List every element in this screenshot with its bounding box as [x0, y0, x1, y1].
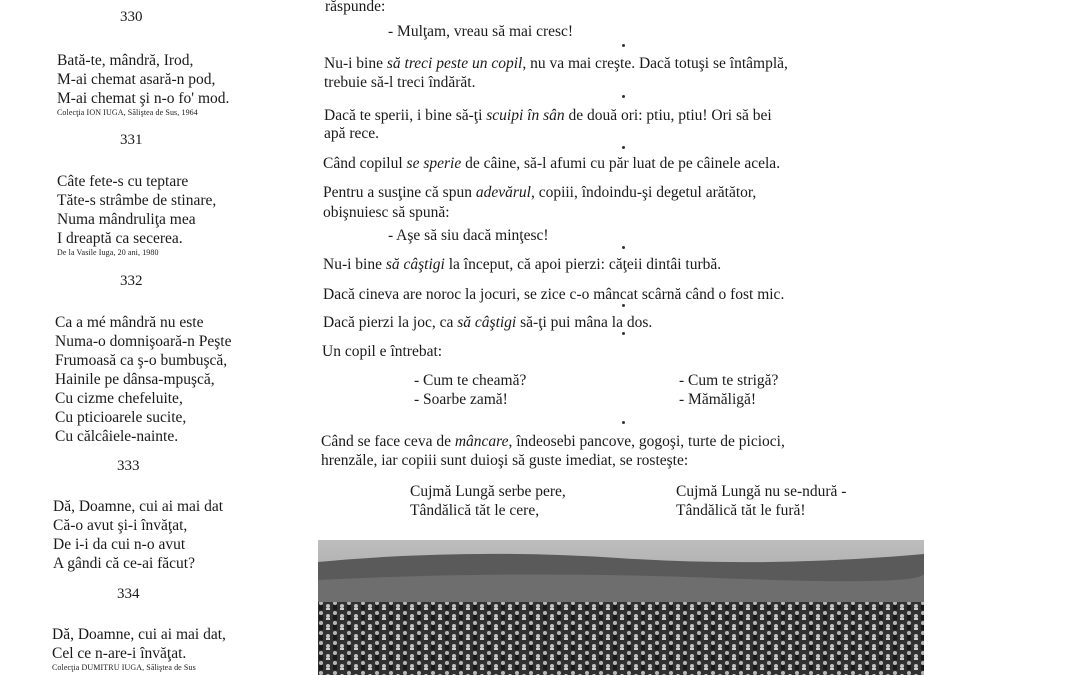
verse-line: Cel ce n-are-i învăţat. [52, 645, 187, 662]
separator-dot [622, 44, 625, 47]
verse-line: M-ai chemat şi n-o fo' mod. [57, 90, 230, 107]
verse-line: Câte fete-s cu teptare [57, 173, 189, 190]
poem-source: Colecţia ION IUGA, Săliştea de Sus, 1964 [57, 108, 198, 117]
paragraph-line: Dacă pierzi la joc, ca să câştigi să-ţi pui mâna la dos. [323, 314, 653, 331]
poem-number: 330 [120, 9, 143, 25]
dialogue-line: - Mămăligă! [679, 391, 757, 408]
verse-line: Numa-o domnişoară-n Peşte [55, 333, 232, 350]
paragraph-line: Când copilul se sperie de câine, să-l afumi cu păr luat de pe câinele acela. [323, 155, 781, 172]
verse-line: Tăte-s strâmbe de stinare, [57, 192, 217, 209]
poem-number: 333 [117, 458, 140, 474]
verse-line: Ca a mé mândră nu este [55, 314, 204, 331]
dialogue-line: - Cum te strigă? [679, 372, 779, 389]
separator-dot [622, 246, 625, 249]
paragraph-line: Nu-i bine să câştigi la început, că apoi pierzi: căţeii dintâi turbă. [323, 256, 722, 273]
poem-source: Colecţia DUMITRU IUGA, Săliştea de Sus [52, 663, 196, 672]
poem-number: 331 [120, 132, 143, 148]
separator-dot [622, 421, 625, 424]
paragraph-line: Dacă te sperii, i bine să-ţi scuipi în sân de două ori: ptiu, ptiu! Ori să bei [324, 107, 772, 124]
poem-source: De la Vasile Iuga, 20 ani, 1980 [57, 248, 159, 257]
paragraph-line: răspunde: [325, 0, 386, 15]
verse-line: Dă, Doamne, cui ai mai dat, [52, 626, 226, 643]
rhyme-line: Cujmă Lungă nu se-ndură - [676, 483, 847, 500]
separator-dot [622, 304, 625, 307]
verse-line: M-ai chemat asară-n pod, [57, 71, 216, 88]
verse-line: Că-o avut şi-i învăţat, [53, 517, 188, 534]
paragraph-line: trebuie să-l treci îndărăt. [324, 74, 476, 91]
verse-line: Cu călcâiele-nainte. [55, 428, 179, 445]
paragraph-line: obişnuiesc să spună: [323, 204, 450, 221]
dialogue-line: - Soarbe zamă! [414, 391, 508, 408]
verse-line: Dă, Doamne, cui ai mai dat [53, 498, 224, 515]
poem-number: 334 [117, 586, 140, 602]
rhyme-line: Cujmă Lungă serbe pere, [410, 483, 566, 500]
verse-line: De i-i da cui n-o avut [53, 536, 186, 553]
verse-line: Cu pticioarele sucite, [55, 409, 187, 426]
paragraph-line: Nu-i bine să treci peste un copil, nu va mai creşte. Dacă totuşi se întâmplă, [324, 55, 788, 72]
crowd-photo [318, 540, 924, 675]
verse-line: Bată-te, mândră, Irod, [57, 52, 194, 69]
rhyme-line: Tândălică tăt le cere, [410, 502, 540, 519]
dialogue-line: - Aşe să siu dacă minţesc! [388, 227, 549, 244]
paragraph-line: hrenzăle, iar copiii sunt duioşi să guste imediat, se rosteşte: [321, 452, 689, 469]
separator-dot [622, 95, 625, 98]
verse-line: Cu cizme chefeluite, [55, 390, 183, 407]
verse-line: I dreaptă ca secerea. [57, 230, 183, 247]
poem-number: 332 [120, 273, 143, 289]
crowd-photo-image [318, 540, 924, 675]
paragraph-line: Un copil e întrebat: [322, 343, 443, 360]
paragraph-line: apă rece. [324, 125, 380, 142]
verse-line: Frumoasă ca ş-o bumbuşcă, [55, 352, 228, 369]
verse-line: Numa mândruliţa mea [57, 211, 196, 228]
separator-dot [622, 146, 625, 149]
verse-line: A gândi că ce-ai făcut? [53, 555, 195, 572]
paragraph-line: Când se face ceva de mâncare, îndeosebi pancove, gogoşi, turte de picioci, [321, 433, 785, 450]
dialogue-line: - Cum te cheamă? [414, 372, 527, 389]
paragraph-line: Pentru a susţine că spun adevărul, copiii, îndoindu-şi degetul arătător, [323, 184, 757, 201]
dialogue-line: - Mulţam, vreau să mai cresc! [388, 23, 574, 40]
verse-line: Hainile pe dânsa-mpuşcă, [55, 371, 215, 388]
separator-dot [622, 332, 625, 335]
rhyme-line: Tândălică tăt le fură! [676, 502, 806, 519]
paragraph-line: Dacă cineva are noroc la jocuri, se zice c-o mâncat scârnă când o fost mic. [323, 286, 785, 303]
